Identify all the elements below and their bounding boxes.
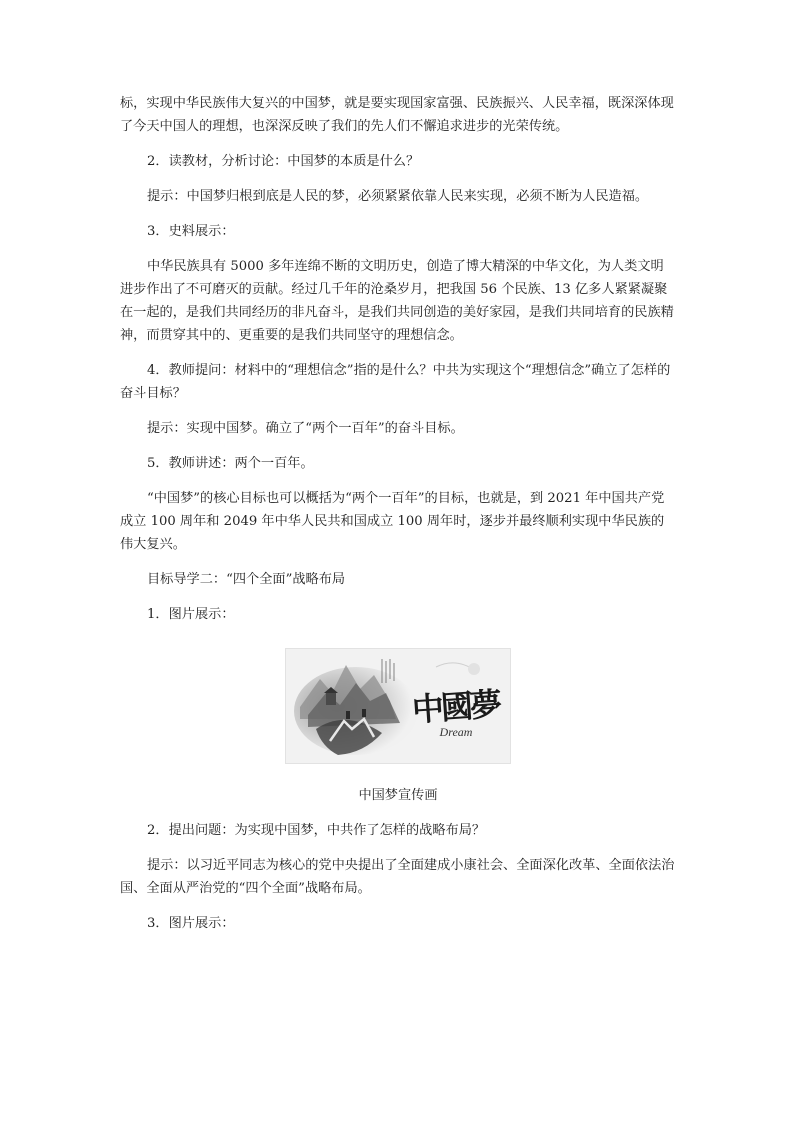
question-2-strategy: 2．提出问题：为实现中国梦，中共作了怎样的战略布局？ <box>147 823 486 838</box>
hint-2: 提示：中国梦归根到底是人民的梦，必须紧紧依靠人民来实现，必须不断为人民造福。 <box>147 189 649 204</box>
item-3-heading: 3．史料展示： <box>147 224 235 239</box>
item-5-heading: 5．教师讲述：两个一百年。 <box>147 456 314 471</box>
item-1-picture: 1．图片展示： <box>147 607 235 622</box>
historical-material: 中华民族具有 5000 多年连绵不断的文明历史，创造了博大精深的中华文化，为人类文明进步作出了不可磨灭的贡献。经过几千年的沧桑岁月，把我国 56 个民族、13 亿多人紧紧凝聚在一起的，是我们共同经历的非凡奋斗，是我们共同创造的美好家园，是我们共同培育的民族精神，而贯穿其中的、更重要的是我们共同坚守的理想信念。 <box>120 259 674 343</box>
paragraph-intro: 标，实现中华民族伟大复兴的中国梦，就是要实现国家富强、民族振兴、人民幸福，既深深体现了今天中国人的理想，也深深反映了我们的先人们不懈追求进步的光荣传统。 <box>120 96 674 134</box>
calligraphy-title: 中國夢 <box>411 684 501 729</box>
poster-calligraphy <box>404 669 508 759</box>
question-4: 4．教师提问：材料中的“理想信念”指的是什么？中共为实现这个“理想信念”确立了怎样的奋斗目标？ <box>120 363 671 401</box>
section-heading-goal-2: 目标导学二：“四个全面”战略布局 <box>147 572 346 587</box>
item-3-picture: 3．图片展示： <box>147 916 235 931</box>
hint-4: 提示：实现中国梦。确立了“两个一百年”的奋斗目标。 <box>147 421 464 436</box>
two-centenary-paragraph: “中国梦”的核心目标也可以概括为“两个一百年”的目标，也就是，到 2021 年中国共产党成立 100 周年和 2049 年中华人民共和国成立 100 周年时，逐步并最终顺利实现中华民族的伟大复兴。 <box>120 491 665 552</box>
figure-caption: 中国梦宣传画 <box>358 788 438 803</box>
dream-subtitle: Dream <box>439 724 473 739</box>
question-2: 2．读教材，分析讨论：中国梦的本质是什么？ <box>147 154 420 169</box>
hint-four-comprehensives: 提示：以习近平同志为核心的党中央提出了全面建成小康社会、全面深化改革、全面依法治国、全面从严治党的“四个全面”战略布局。 <box>120 858 675 896</box>
chinese-dream-poster <box>285 648 511 764</box>
document-body <box>120 92 676 935</box>
